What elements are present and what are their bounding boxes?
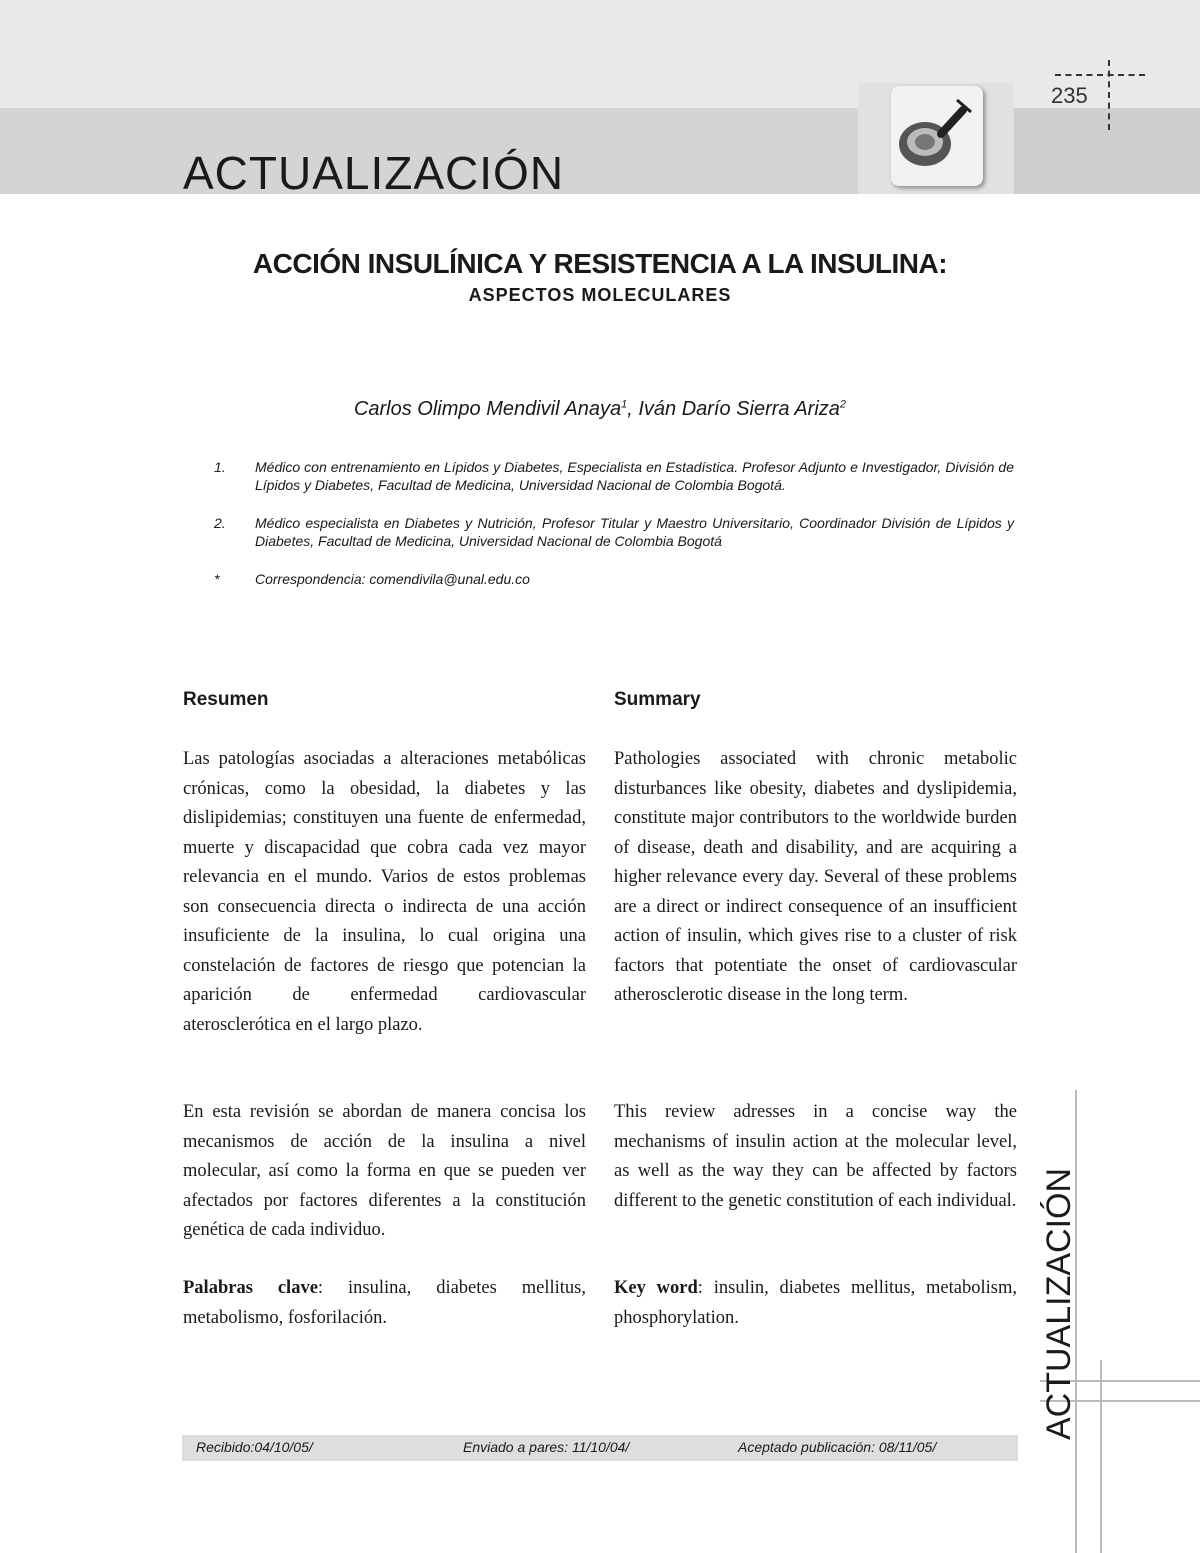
article-subtitle: ASPECTOS MOLECULARES [468,285,732,305]
affiliation-text: Médico con entrenamiento en Lípidos y Diabetes, Especialista en Estadística. Profesor Adjunto e Investigador, División de Lípidos y Diabetes, Facultad de Medicina, Universidad Nacional de Colombia Bogotá. [255,459,1014,493]
summary-heading: Summary [614,689,701,710]
keywords-text: : insulin, diabetes mellitus, metabolism, phosphorylation. [614,1278,1017,1328]
resumen-paragraph: En esta revisión se abordan de manera concisa los mecanismos de acción de la insulina a nivel molecular, así como la forma en que se pueden ver afectados por factores diferentes a la constitución genética de cada individuo. [183,1102,586,1240]
summary-paragraph: Pathologies associated with chronic metabolic disturbances like obesity, diabetes and dyslipidemia, constitute major contributors to the worldwide burden of disease, death and disability, and are acquiring a higher relevance every day. Several of these problems are a direct or indirect consequence of an insufficient action of insulin, which gives rise to a cluster of risk factors that potentiate the onset of cardiovascular atherosclerotic disease in the long term. [614,749,1017,1005]
keywords-label: Key word [614,1278,698,1298]
correspondence [214,570,1014,588]
keywords-label: Palabras clave [183,1278,318,1298]
article-title: ACCIÓN INSULÍNICA Y RESISTENCIA A LA INSULINA: [252,248,948,279]
stethoscope-icon [891,86,983,186]
sent-date: Enviado a pares: 11/10/04/ [463,1439,630,1455]
author-name: Iván Darío Sierra Ariza [638,398,840,420]
affiliation [214,458,1014,494]
crop-mark-horizontal [1055,74,1145,76]
top-band [0,0,1200,108]
keywords-text: : insulina, diabetes mellitus, metabolismo, fosforilación. [183,1278,586,1328]
accepted-date: Aceptado publicación: 08/11/05/ [738,1439,937,1455]
summary-paragraph: This review adresses in a concise way the mechanisms of insulin action at the molecular level, as well as the way they can be affected by factors different to the genetic constitution of each individual. [614,1102,1017,1211]
affiliation-number: 2. [214,515,226,531]
section-title: ACTUALIZACIÓN [183,147,565,199]
authors [0,398,1200,421]
summary-keywords [614,1274,1017,1333]
author-separator: , [627,398,639,420]
side-rule [1100,1360,1102,1553]
received-date: Recibido:04/10/05/ [196,1439,313,1455]
affiliation-number: * [214,571,220,587]
affiliation-text: Médico especialista en Diabetes y Nutrición, Profesor Titular y Maestro Universitario, Coordinador División de Lípidos y Diabetes, Facultad de Medicina, Universidad Nacional de Colombia Bogotá [255,515,1014,549]
crop-mark-vertical [1108,60,1110,130]
resumen-paragraph: Las patologías asociadas a alteraciones metabólicas crónicas, como la obesidad, la diabetes y las dislipidemias; constituyen una fuente de enfermedad, muerte y discapacidad que cobra cada vez mayor relevancia en el mundo. Varios de estos problemas son consecuencia directa o indirecta de una acción insuficiente de la insulina, lo cual origina una constelación de factores de riesgo que potencian la aparición de enfermedad cardiovascular aterosclerótica en el largo plazo. [183,749,586,1035]
page-number: 235 [1051,83,1088,108]
resumen-heading: Resumen [183,689,269,710]
affiliation [214,514,1014,550]
dates-footer [182,1435,1018,1461]
author-affil-ref: 2 [839,398,847,411]
affiliation-number: 1. [214,459,226,475]
correspondence-text: Correspondencia: comendivila@unal.edu.co [255,571,530,587]
author-affil-ref: 1 [621,398,628,411]
header-band-right [1013,108,1200,194]
author-name: Carlos Olimpo Mendivil Anaya [353,398,622,420]
side-section-label: ACTUALIZACIÓN [1040,1167,1078,1440]
resumen-keywords [183,1274,586,1333]
